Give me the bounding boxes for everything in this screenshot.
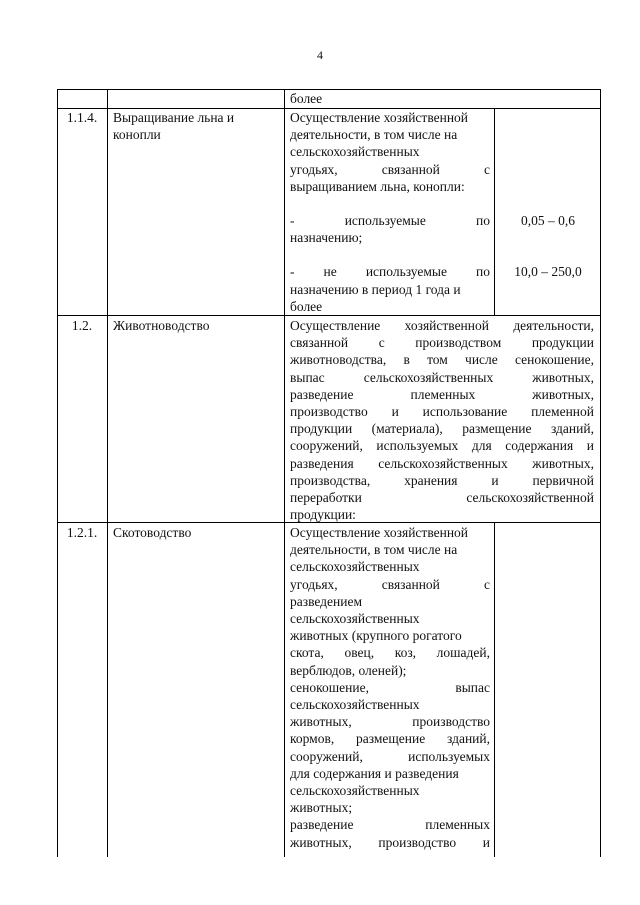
column-divider <box>107 89 108 857</box>
value-used: 0,05 – 0,6 <box>521 213 575 228</box>
desc-line: сельскохозяйственных <box>290 783 420 799</box>
desc-line: животных; <box>290 800 353 816</box>
table-right-border <box>600 89 601 857</box>
desc-line: сенокошение, выпас <box>290 679 490 695</box>
column-divider <box>284 89 285 857</box>
cont-desc: более <box>290 91 323 106</box>
table-left-border <box>57 89 58 857</box>
row-desc <box>290 524 490 851</box>
desc-line: разведением <box>290 593 363 609</box>
desc-line: сооружений, используемых <box>290 748 490 764</box>
desc-line: деятельности, в том числе на <box>290 542 458 558</box>
page-number: 4 <box>317 48 323 62</box>
row-name: Животноводство <box>113 318 210 333</box>
desc-line: животных, производство и <box>290 834 490 850</box>
column-divider <box>494 108 495 315</box>
desc-line: сельскохозяйственных <box>290 611 420 627</box>
row-code: 1.2.1. <box>66 525 98 540</box>
desc-line: скота, овец, коз, лошадей, <box>290 645 490 661</box>
row-name: Выращивание льна и конопли <box>113 110 235 143</box>
desc-line: верблюдов, оленей); <box>290 662 407 678</box>
desc-line: животных (крупного рогатого <box>290 628 462 644</box>
desc-line: сельскохозяйственных <box>290 559 420 575</box>
row-divider <box>57 315 601 316</box>
row-code: 1.2. <box>71 318 93 333</box>
row-name: Скотоводство <box>113 525 192 540</box>
desc-line: Осуществление хозяйственной <box>290 525 469 540</box>
column-divider <box>494 522 495 857</box>
row-desc: Осуществление хозяйственной деятельности, в том числе на сельскохозяйственных угодьях, связанной с выращиванием льна, конопли: - используемые по назначению; - не используемые по назначению в период 1 года и более <box>290 110 490 314</box>
land-use-table <box>57 89 601 857</box>
desc-line: для содержания и разведения <box>290 765 459 781</box>
desc-line: кормов, размещение зданий, <box>290 731 490 747</box>
row-desc-wide: Осуществление хозяйственной деятельности, связанной с производством продукции животноводства, в том числе сенокошение, выпас сельскохозяйственных животных, разведение племенных животных, производство и использование племенной продукции (материала), размещение зданий, сооружений, используемых для содержания и разведения сельскохозяйственных животных, производства, хранения и первичной переработки сельскохозяйственной продукции: <box>290 318 594 523</box>
row-code: 1.1.4. <box>66 110 98 125</box>
desc-line: угодьях, связанной с <box>290 576 490 592</box>
desc-line: сельскохозяйственных <box>290 697 420 713</box>
value-not-used: 10,0 – 250,0 <box>514 264 582 279</box>
desc-line: разведение племенных <box>290 817 490 833</box>
desc-line: животных, производство <box>290 714 490 730</box>
